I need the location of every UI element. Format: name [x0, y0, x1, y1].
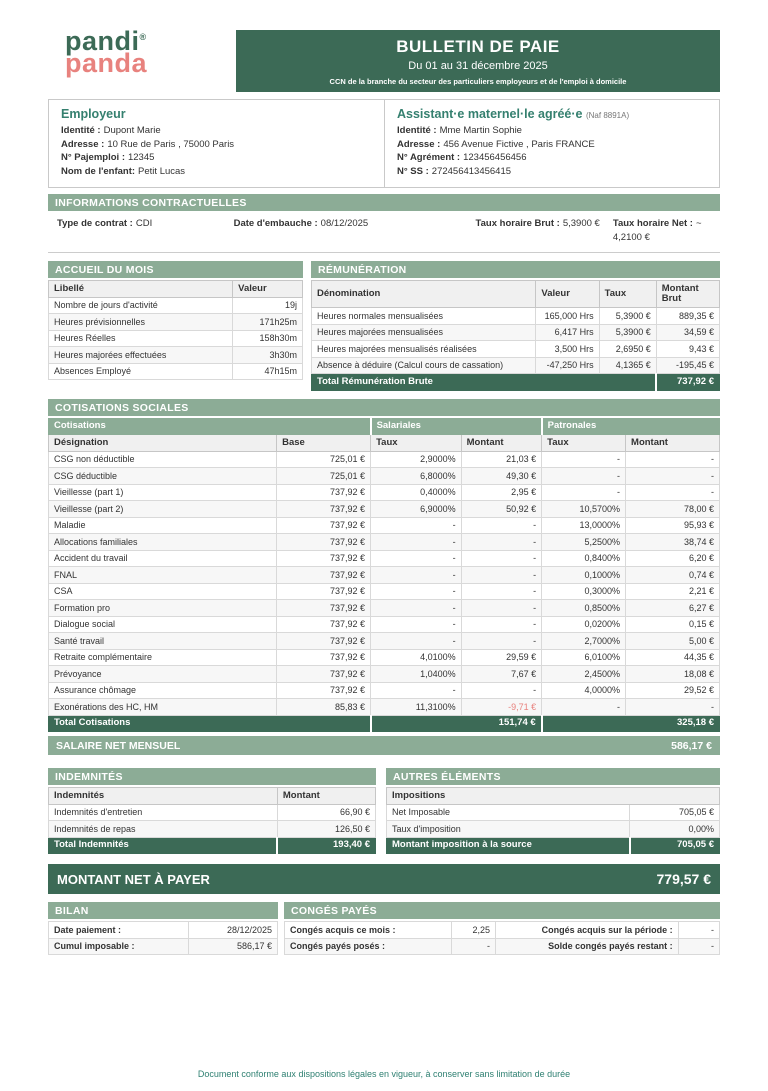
- indemnites-section: [48, 768, 376, 854]
- table-cell: 737,92 €: [277, 649, 371, 666]
- field-label: N° SS :: [397, 165, 429, 177]
- table-header-row: [49, 435, 720, 452]
- column-header: Montant: [626, 435, 720, 452]
- table-cell: 165,000 Hrs: [536, 308, 599, 325]
- table-row: [49, 517, 720, 534]
- total-patronal-value: 325,18 €: [542, 715, 720, 732]
- field-pair: [397, 165, 707, 179]
- table-cell: -: [461, 600, 542, 617]
- table-cell: Net Imposable: [387, 804, 630, 821]
- field-pair: [397, 151, 707, 165]
- table-row: [49, 567, 720, 584]
- table-row: [49, 922, 278, 939]
- table-row: [49, 347, 303, 364]
- table-cell: 44,35 €: [626, 649, 720, 666]
- table-row: [49, 616, 720, 633]
- banner-label: MONTANT NET À PAYER: [57, 871, 210, 887]
- table-cell: Assurance chômage: [49, 682, 277, 699]
- table-cell: -: [461, 682, 542, 699]
- table-cell: Heures majorées effectuées: [49, 347, 233, 364]
- table-cell: Solde congés payés restant :: [495, 938, 678, 955]
- table-cell: CSG déductible: [49, 468, 277, 485]
- table-row: [49, 468, 720, 485]
- table-cell: -: [371, 534, 462, 551]
- table-cell: 725,01 €: [277, 451, 371, 468]
- banner-label: SALAIRE NET MENSUEL: [56, 739, 181, 752]
- total-value: 193,40 €: [277, 837, 375, 854]
- table-cell: 6,0100%: [542, 649, 626, 666]
- banner-value: 586,17 €: [671, 739, 712, 752]
- table-cell: 705,05 €: [630, 804, 720, 821]
- field-pair: [57, 217, 234, 244]
- table-cell: 586,17 €: [188, 938, 277, 955]
- table-row: [49, 821, 376, 838]
- table-cell: Vieillesse (part 1): [49, 484, 277, 501]
- table-cell: 6,417 Hrs: [536, 324, 599, 341]
- table-row: [49, 451, 720, 468]
- table-cell: -: [678, 922, 719, 939]
- table-cell: -: [371, 600, 462, 617]
- table-row: [49, 600, 720, 617]
- cotisations-table: [48, 418, 720, 733]
- column-header: Valeur: [536, 281, 599, 308]
- table-cell: CSA: [49, 583, 277, 600]
- field-pair: [613, 217, 711, 244]
- table-row: [312, 357, 720, 374]
- table-cell: -: [371, 583, 462, 600]
- section-autres-header: AUTRES ÉLÉMENTS: [386, 768, 720, 785]
- field-value: Mme Martin Sophie: [439, 125, 522, 136]
- pay-period: Du 01 au 31 décembre 2025: [408, 60, 548, 72]
- table-cell: 2,7000%: [542, 633, 626, 650]
- legal-footer: Document conforme aux dispositions légales en vigueur, à conserver sans limitation de durée: [197, 1069, 571, 1079]
- table-cell: 737,92 €: [277, 616, 371, 633]
- indemnites-table: [48, 787, 376, 854]
- field-label: Nom de l'enfant:: [61, 165, 136, 177]
- field-label: Type de contrat :: [57, 218, 133, 229]
- field-value: Petit Lucas: [138, 165, 186, 177]
- table-row: [312, 308, 720, 325]
- total-indemnites-row: [49, 837, 376, 854]
- conges-section: [284, 902, 720, 955]
- table-cell: 4,0000%: [542, 682, 626, 699]
- table-row: [49, 699, 720, 716]
- bottom-columns: [48, 902, 720, 955]
- table-row: [49, 297, 303, 314]
- contract-info-row: [48, 211, 720, 253]
- field-label: Identité :: [397, 125, 437, 136]
- table-cell: Indemnités d'entretien: [49, 804, 278, 821]
- table-cell: -: [371, 550, 462, 567]
- table-cell: -: [542, 451, 626, 468]
- cotisations-group-row: [49, 418, 720, 435]
- table-cell: 10,5700%: [542, 501, 626, 518]
- field-value: 123456456456: [463, 152, 527, 163]
- table-cell: 85,83 €: [277, 699, 371, 716]
- column-header: Dénomination: [312, 281, 536, 308]
- table-cell: 0,8500%: [542, 600, 626, 617]
- table-cell: 0,8400%: [542, 550, 626, 567]
- table-row: [49, 633, 720, 650]
- field-value: Dupont Marie: [103, 125, 161, 136]
- field-pair: [476, 217, 613, 244]
- table-row: [49, 666, 720, 683]
- table-cell: Heures prévisionnelles: [49, 314, 233, 331]
- table-cell: 0,3000%: [542, 583, 626, 600]
- field-value: 456 Avenue Fictive , Paris FRANCE: [443, 138, 595, 150]
- table-row: [285, 938, 720, 955]
- table-cell: 0,15 €: [626, 616, 720, 633]
- table-cell: Date paiement :: [49, 922, 189, 939]
- table-row: [387, 821, 720, 838]
- table-cell: Cumul imposable :: [49, 938, 189, 955]
- table-cell: 5,3900 €: [599, 308, 656, 325]
- table-cell: Congés acquis sur la période :: [495, 922, 678, 939]
- assistant-title-text: Assistant·e maternel·le agréé·e: [397, 107, 583, 121]
- table-cell: 28/12/2025: [188, 922, 277, 939]
- table-cell: 0,4000%: [371, 484, 462, 501]
- table-cell: -: [626, 451, 720, 468]
- column-header: Libellé: [49, 281, 233, 298]
- table-cell: 0,74 €: [626, 567, 720, 584]
- field-label: N° Agrément :: [397, 152, 461, 163]
- table-cell: FNAL: [49, 567, 277, 584]
- table-header-row: [49, 281, 303, 298]
- table-cell: Exonérations des HC, HM: [49, 699, 277, 716]
- table-cell: 6,8000%: [371, 468, 462, 485]
- salaire-net-banner: [48, 736, 720, 755]
- field-value: 08/12/2025: [320, 218, 369, 229]
- table-cell: 737,92 €: [277, 583, 371, 600]
- field-pair: [397, 138, 707, 152]
- table-cell: 11,3100%: [371, 699, 462, 716]
- table-cell: Retraite complémentaire: [49, 649, 277, 666]
- table-row: [49, 363, 303, 380]
- table-row: [312, 324, 720, 341]
- section-cotisations-header: COTISATIONS SOCIALES: [48, 399, 720, 416]
- column-header: Taux: [599, 281, 656, 308]
- table-cell: -: [371, 616, 462, 633]
- table-header-row: [49, 788, 376, 805]
- field-pair: [397, 124, 707, 138]
- table-cell: 6,20 €: [626, 550, 720, 567]
- table-row: [49, 938, 278, 955]
- table-row: [387, 804, 720, 821]
- table-cell: Dialogue social: [49, 616, 277, 633]
- table-row: [285, 922, 720, 939]
- table-cell: -: [461, 616, 542, 633]
- table-cell: 78,00 €: [626, 501, 720, 518]
- table-cell: Heures majorées mensualisées: [312, 324, 536, 341]
- table-cell: -: [371, 567, 462, 584]
- table-cell: -: [452, 938, 496, 955]
- field-value: 10 Rue de Paris , 75000 Paris: [107, 138, 235, 150]
- assistant-title: [397, 107, 707, 121]
- column-header: Base: [277, 435, 371, 452]
- assistant-fields: [397, 124, 707, 178]
- table-cell: 0,0200%: [542, 616, 626, 633]
- field-pair: [61, 165, 372, 179]
- table-cell: 4,1365 €: [599, 357, 656, 374]
- accueil-table: [48, 280, 303, 380]
- table-cell: 3,500 Hrs: [536, 341, 599, 358]
- table-cell: 2,21 €: [626, 583, 720, 600]
- assistant-panel: [384, 100, 719, 187]
- table-row: [49, 550, 720, 567]
- table-cell: 737,92 €: [277, 501, 371, 518]
- table-cell: 38,74 €: [626, 534, 720, 551]
- table-cell: 6,27 €: [626, 600, 720, 617]
- group-header-salariales: Salariales: [371, 418, 542, 435]
- section-bilan-header: BILAN: [48, 902, 278, 919]
- table-cell: Prévoyance: [49, 666, 277, 683]
- table-row: [49, 804, 376, 821]
- table-cell: Congés payés posés :: [285, 938, 452, 955]
- employer-panel: [49, 100, 384, 187]
- table-cell: 5,00 €: [626, 633, 720, 650]
- field-pair: [61, 124, 372, 138]
- table-cell: -: [461, 583, 542, 600]
- table-cell: 158h30m: [233, 330, 303, 347]
- logo-line2: panda: [65, 48, 148, 79]
- section-indemnites-header: INDEMNITÉS: [48, 768, 376, 785]
- column-header: Montant: [461, 435, 542, 452]
- registered-mark-icon: ®: [139, 32, 147, 42]
- top-row: [48, 26, 720, 92]
- employer-title: Employeur: [61, 107, 126, 121]
- conges-table: [284, 921, 720, 955]
- table-cell: 737,92 €: [277, 682, 371, 699]
- table-cell: 50,92 €: [461, 501, 542, 518]
- net-a-payer-banner: [48, 864, 720, 894]
- table-cell: 2,6950 €: [599, 341, 656, 358]
- table-cell: 6,9000%: [371, 501, 462, 518]
- table-cell: 13,0000%: [542, 517, 626, 534]
- table-row: [49, 583, 720, 600]
- table-cell: 737,92 €: [277, 550, 371, 567]
- table-cell: 2,95 €: [461, 484, 542, 501]
- table-cell: Nombre de jours d'activité: [49, 297, 233, 314]
- column-header: Indemnités: [49, 788, 278, 805]
- table-cell: -: [626, 484, 720, 501]
- total-label: Total Rémunération Brute: [312, 374, 657, 391]
- field-value: 12345: [127, 152, 155, 163]
- table-cell: 737,92 €: [277, 633, 371, 650]
- table-cell: 0,00%: [630, 821, 720, 838]
- table-row: [49, 649, 720, 666]
- table-cell: 1,0400%: [371, 666, 462, 683]
- table-cell: Santé travail: [49, 633, 277, 650]
- table-cell: 18,08 €: [626, 666, 720, 683]
- total-value: 705,05 €: [630, 837, 720, 854]
- total-label: Total Cotisations: [49, 715, 371, 732]
- table-cell: -: [542, 468, 626, 485]
- remuneration-table: [311, 280, 720, 391]
- brand-logo: [65, 26, 148, 79]
- field-label: Taux horaire Net :: [612, 218, 693, 229]
- table-cell: 737,92 €: [277, 484, 371, 501]
- table-cell: 34,59 €: [656, 324, 719, 341]
- table-cell: 29,52 €: [626, 682, 720, 699]
- group-header-patronales: Patronales: [542, 418, 720, 435]
- table-cell: -: [371, 682, 462, 699]
- section-conges-header: CONGÉS PAYÉS: [284, 902, 720, 919]
- table-cell: Allocations familiales: [49, 534, 277, 551]
- table-cell: 737,92 €: [277, 534, 371, 551]
- table-cell: 3h30m: [233, 347, 303, 364]
- field-value: CDI: [135, 218, 153, 229]
- table-cell: 66,90 €: [277, 804, 375, 821]
- table-cell: Absences Employé: [49, 363, 233, 380]
- table-cell: 4,0100%: [371, 649, 462, 666]
- field-value: 272456413456415: [431, 165, 512, 177]
- payslip-header: [236, 30, 720, 92]
- table-cell: 5,2500%: [542, 534, 626, 551]
- table-row: [49, 484, 720, 501]
- field-label: Identité :: [61, 125, 101, 136]
- table-header-row: [387, 788, 720, 805]
- table-cell: 737,92 €: [277, 666, 371, 683]
- autres-elements-table: [386, 787, 720, 854]
- table-cell: -: [461, 534, 542, 551]
- field-label: Adresse :: [397, 138, 441, 150]
- section-accueil-header: ACCUEIL DU MOIS: [48, 261, 303, 278]
- section-contract-header: INFORMATIONS CONTRACTUELLES: [48, 194, 720, 211]
- table-row: [49, 682, 720, 699]
- field-value: ~ 4,2100 €: [612, 218, 702, 243]
- table-row: [49, 501, 720, 518]
- table-cell: -: [371, 633, 462, 650]
- table-cell: 29,59 €: [461, 649, 542, 666]
- table-cell: -: [626, 699, 720, 716]
- column-header: Montant: [277, 788, 375, 805]
- lower-columns: [48, 768, 720, 854]
- table-cell: -: [542, 699, 626, 716]
- column-header: Taux: [371, 435, 462, 452]
- column-header: Montant Brut: [656, 281, 719, 308]
- total-label: Montant imposition à la source: [387, 837, 630, 854]
- column-header: Taux: [542, 435, 626, 452]
- mid-columns: [48, 261, 720, 391]
- table-cell: Indemnités de repas: [49, 821, 278, 838]
- table-cell: 737,92 €: [277, 517, 371, 534]
- table-cell: 7,67 €: [461, 666, 542, 683]
- table-row: [312, 341, 720, 358]
- table-cell: Absence à déduire (Calcul cours de cassation): [312, 357, 536, 374]
- table-cell: -: [626, 468, 720, 485]
- table-cell: Taux d'imposition: [387, 821, 630, 838]
- total-imposition-row: [387, 837, 720, 854]
- table-cell: -: [542, 484, 626, 501]
- field-pair: [61, 138, 372, 152]
- group-header-cotisations: Cotisations: [49, 418, 371, 435]
- autres-elements-section: [386, 768, 720, 854]
- table-row: [49, 330, 303, 347]
- table-cell: Heures normales mensualisées: [312, 308, 536, 325]
- table-cell: -9,71 €: [461, 699, 542, 716]
- field-pair: [234, 217, 476, 244]
- bilan-table: [48, 921, 278, 955]
- table-cell: Heures majorées mensualisés réalisées: [312, 341, 536, 358]
- table-cell: Formation pro: [49, 600, 277, 617]
- field-label: N° Pajemploi :: [61, 152, 125, 163]
- table-cell: -47,250 Hrs: [536, 357, 599, 374]
- total-value: 737,92 €: [656, 374, 719, 391]
- employer-fields: [61, 124, 372, 178]
- table-cell: CSG non déductible: [49, 451, 277, 468]
- table-cell: -195,45 €: [656, 357, 719, 374]
- naf-code: (Naf 8891A): [585, 111, 630, 120]
- accueil-section: [48, 261, 303, 391]
- total-salarial-value: 151,74 €: [371, 715, 542, 732]
- table-cell: -: [461, 633, 542, 650]
- table-cell: -: [678, 938, 719, 955]
- table-cell: Congés acquis ce mois :: [285, 922, 452, 939]
- total-cotisations-row: [49, 715, 720, 732]
- table-cell: 95,93 €: [626, 517, 720, 534]
- table-cell: 47h15m: [233, 363, 303, 380]
- table-cell: 725,01 €: [277, 468, 371, 485]
- table-cell: 0,1000%: [542, 567, 626, 584]
- ccn-note: CCN de la branche du secteur des particuliers employeurs et de l'emploi à domicile: [329, 77, 627, 86]
- table-cell: Accident du travail: [49, 550, 277, 567]
- bilan-section: [48, 902, 278, 955]
- table-cell: 19j: [233, 297, 303, 314]
- table-cell: 49,30 €: [461, 468, 542, 485]
- table-cell: -: [461, 567, 542, 584]
- page-title: BULLETIN DE PAIE: [396, 37, 560, 56]
- logo-text-pandi: pandi: [65, 26, 140, 56]
- table-cell: 737,92 €: [277, 600, 371, 617]
- table-cell: 5,3900 €: [599, 324, 656, 341]
- field-label: Date d'embauche :: [233, 218, 318, 229]
- field-value: 5,3900 €: [562, 218, 600, 229]
- total-remuneration-row: [312, 374, 720, 391]
- field-label: Taux horaire Brut :: [475, 218, 560, 229]
- table-cell: 21,03 €: [461, 451, 542, 468]
- parties-box: [48, 99, 720, 188]
- table-cell: 2,25: [452, 922, 496, 939]
- section-remuneration-header: RÉMUNÉRATION: [311, 261, 720, 278]
- remuneration-section: [311, 261, 720, 391]
- column-header: Impositions: [387, 788, 720, 805]
- table-cell: 737,92 €: [277, 567, 371, 584]
- table-cell: 171h25m: [233, 314, 303, 331]
- field-pair: [61, 151, 372, 165]
- table-cell: Vieillesse (part 2): [49, 501, 277, 518]
- banner-value: 779,57 €: [656, 871, 711, 887]
- payslip-page: [48, 0, 720, 955]
- column-header: Valeur: [233, 281, 303, 298]
- table-cell: Maladie: [49, 517, 277, 534]
- table-cell: -: [461, 550, 542, 567]
- total-label: Total Indemnités: [49, 837, 278, 854]
- table-cell: -: [461, 517, 542, 534]
- table-cell: 2,4500%: [542, 666, 626, 683]
- table-header-row: [312, 281, 720, 308]
- table-row: [49, 314, 303, 331]
- table-cell: Heures Réelles: [49, 330, 233, 347]
- table-cell: -: [371, 517, 462, 534]
- table-cell: 126,50 €: [277, 821, 375, 838]
- column-header: Désignation: [49, 435, 277, 452]
- table-cell: 889,35 €: [656, 308, 719, 325]
- table-cell: 9,43 €: [656, 341, 719, 358]
- field-label: Adresse :: [61, 138, 105, 150]
- table-row: [49, 534, 720, 551]
- table-cell: 2,9000%: [371, 451, 462, 468]
